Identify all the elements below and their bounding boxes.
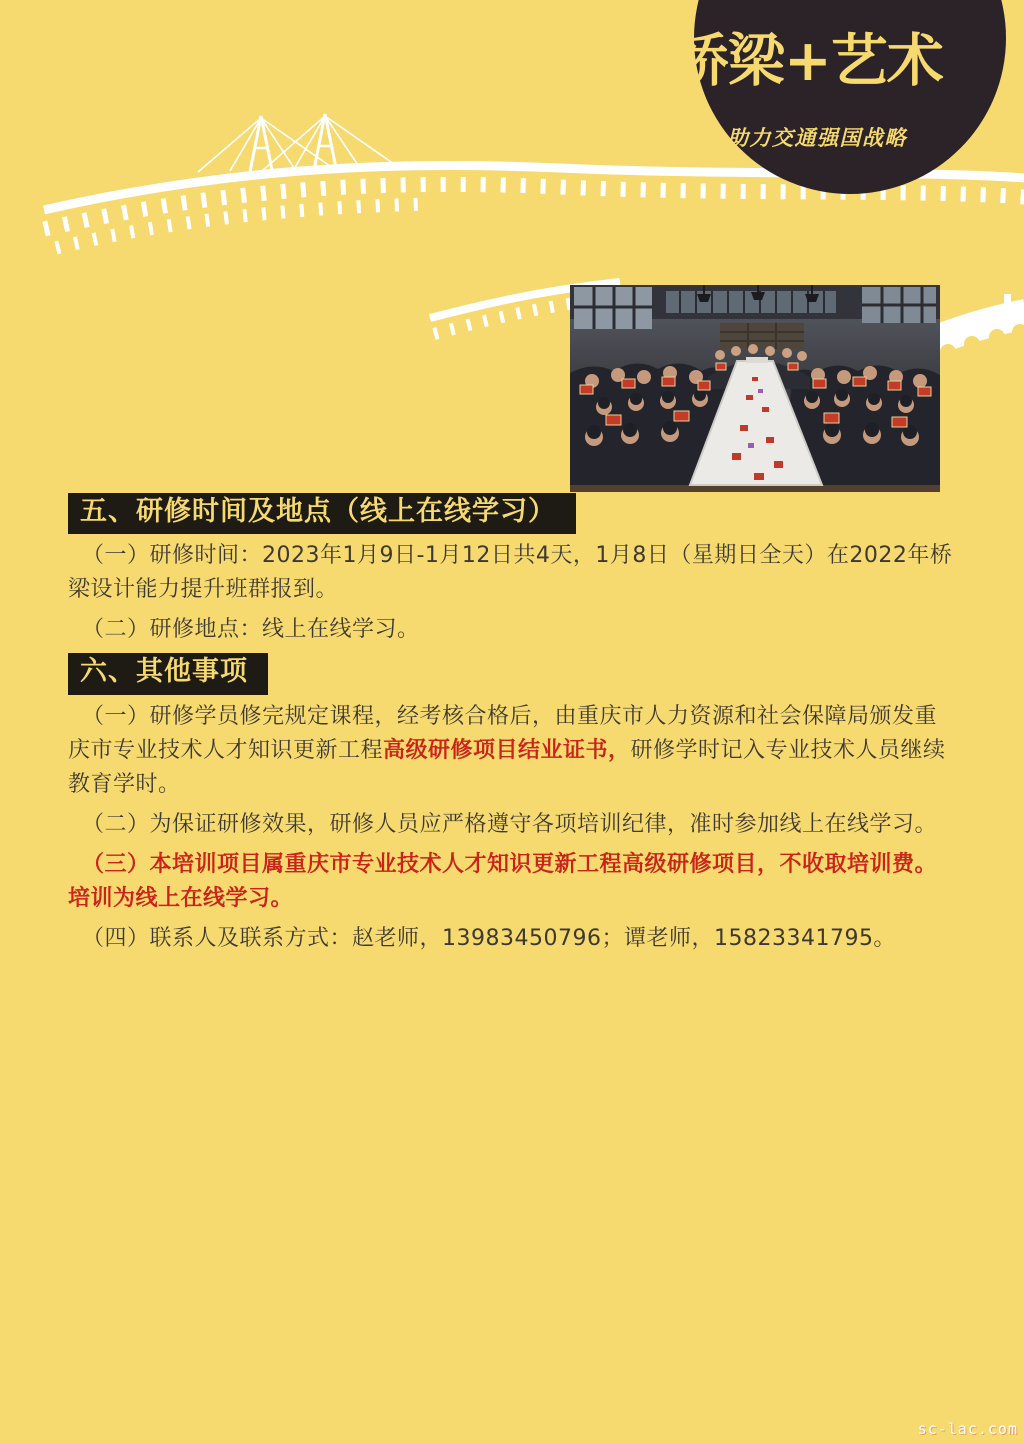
paragraph — [68, 848, 958, 916]
paragraph — [68, 700, 958, 802]
badge-subtitle: 助力交通强国战略 — [727, 126, 907, 150]
body-text: （四）联系人及联系方式：赵老师，13983450796；谭老师，15823341795。 — [82, 925, 896, 951]
body-text: 研修学时记入专业技术人员继续教育学时。 — [68, 737, 946, 797]
highlighted-text: 高级研修项目结业证书， — [383, 737, 631, 763]
paragraph — [68, 613, 958, 647]
paragraph — [68, 539, 958, 607]
highlighted-text: （三）本培训项目属重庆市专业技术人才知识更新工程高级研修项目，不收取培训费。培训为线上在线学习。 — [68, 851, 938, 911]
group-photo — [570, 285, 940, 492]
section-other-matters — [68, 653, 958, 955]
body-text: （一）研修时间：2023年1月9日-1月12日共4天，1月8日（星期日全天）在2022年桥梁设计能力提升班群报到。 — [68, 543, 953, 603]
section-body — [68, 700, 958, 956]
section-heading: 五、研修时间及地点（线上在线学习） — [68, 493, 576, 534]
content-area — [68, 493, 958, 962]
section-heading: 六、其他事项 — [68, 653, 268, 694]
section-body — [68, 539, 958, 647]
paragraph — [68, 808, 958, 842]
watermark: sc-lac.com — [917, 1420, 1018, 1438]
body-text: （二）研修地点：线上在线学习。 — [82, 617, 420, 643]
body-text: （二）为保证研修效果，研修人员应严格遵守各项培训纪律，准时参加线上在线学习。 — [82, 811, 938, 837]
section-study-time-location — [68, 493, 958, 647]
paragraph — [68, 922, 958, 956]
badge-title: 桥梁+艺术 — [672, 28, 943, 94]
body-text: （一）研修学员修完规定课程，经考核合格后，由重庆市人力资源和社会保障局颁发重庆市专业技术人才知识更新工程 — [68, 703, 938, 763]
